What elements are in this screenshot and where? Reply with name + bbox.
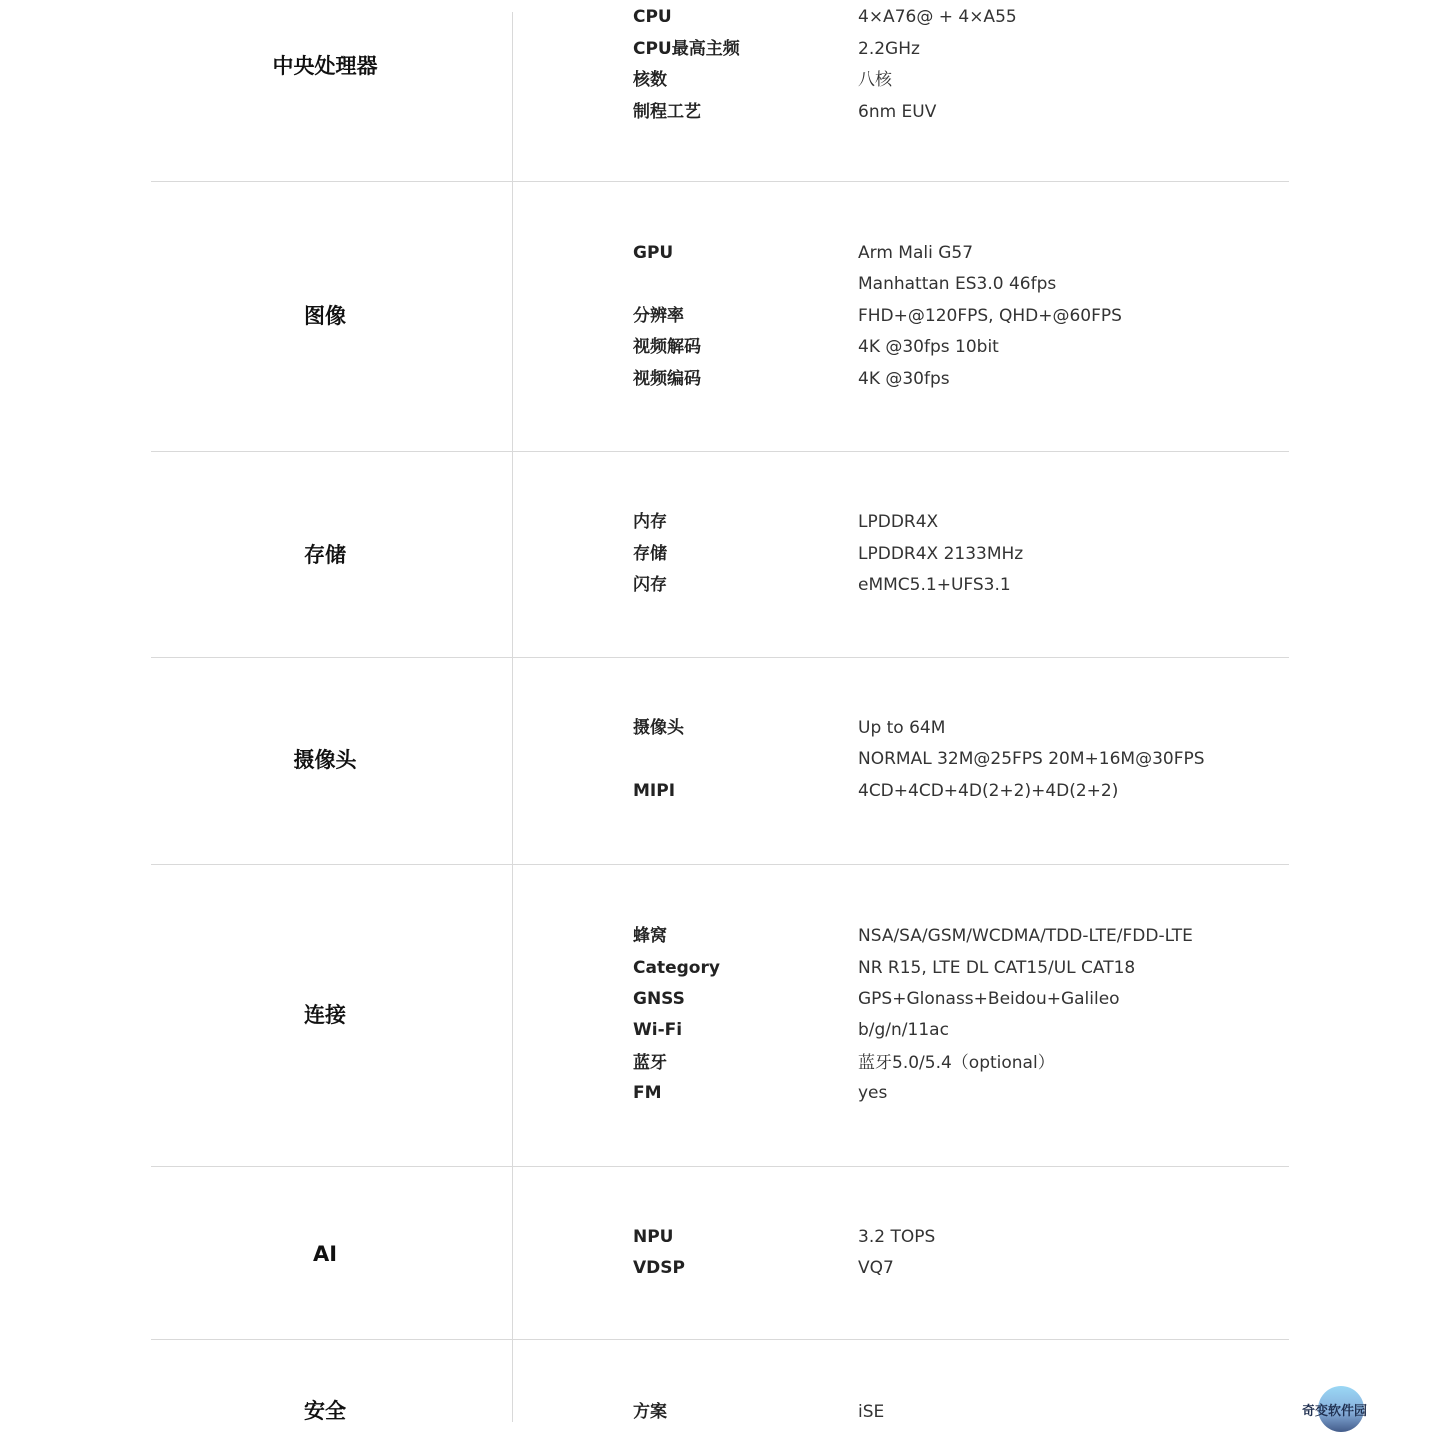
section-camera xyxy=(151,657,1289,864)
spec-key: 内存 xyxy=(633,512,667,532)
spec-value: NSA/SA/GSM/WCDMA/TDD-LTE/FDD-LTE xyxy=(858,926,1193,946)
spec-row xyxy=(633,269,1289,299)
spec-key: 视频解码 xyxy=(633,337,701,357)
category-label: 摄像头 xyxy=(293,748,357,772)
spec-key: NPU xyxy=(633,1227,674,1247)
category-label: 存储 xyxy=(304,543,346,567)
section-storage xyxy=(151,451,1289,657)
category-label: 连接 xyxy=(304,1003,346,1027)
spec-value: 4K @30fps 10bit xyxy=(858,337,999,357)
spec-table xyxy=(151,0,1289,1436)
spec-value: GPS+Glonass+Beidou+Galileo xyxy=(858,989,1120,1009)
spec-value: 4K @30fps xyxy=(858,369,950,389)
spec-row xyxy=(633,332,1289,362)
spec-value: FHD+@120FPS, QHD+@60FPS xyxy=(858,306,1122,326)
spec-row xyxy=(633,570,1289,600)
section-ai xyxy=(151,1166,1289,1339)
spec-key: CPU xyxy=(633,7,672,27)
category-cell xyxy=(151,452,513,657)
spec-value: LPDDR4X xyxy=(858,512,939,532)
spec-key: 蜂窝 xyxy=(633,926,667,946)
spec-value: 4CD+4CD+4D(2+2)+4D(2+2) xyxy=(858,781,1119,801)
spec-value: Manhattan ES3.0 46fps xyxy=(858,274,1057,294)
spec-value: 八核 xyxy=(858,70,892,90)
spec-key: 闪存 xyxy=(633,575,667,595)
spec-value: b/g/n/11ac xyxy=(858,1020,949,1040)
spec-key: 存储 xyxy=(633,544,667,564)
spec-value: VQ7 xyxy=(858,1258,894,1278)
category-label: 安全 xyxy=(304,1399,346,1423)
spec-row xyxy=(633,1078,1289,1108)
spec-key: FM xyxy=(633,1083,662,1103)
spec-row xyxy=(633,1222,1289,1252)
spec-key: VDSP xyxy=(633,1258,685,1278)
spec-row xyxy=(633,364,1289,394)
spec-value: Up to 64M xyxy=(858,718,946,738)
spec-value: LPDDR4X 2133MHz xyxy=(858,544,1024,564)
spec-row xyxy=(633,65,1289,95)
spec-row xyxy=(633,984,1289,1014)
spec-key: MIPI xyxy=(633,781,676,801)
section-connectivity xyxy=(151,864,1289,1166)
spec-row xyxy=(633,1048,1289,1078)
category-label: 图像 xyxy=(304,304,346,328)
spec-row xyxy=(633,776,1289,806)
spec-key: 核数 xyxy=(633,70,667,90)
spec-key: Wi-Fi xyxy=(633,1020,683,1040)
spec-key: GPU xyxy=(633,243,674,263)
category-cell xyxy=(151,12,513,181)
spec-key: GNSS xyxy=(633,989,685,1009)
spec-row xyxy=(633,2,1289,32)
category-label: AI xyxy=(312,1242,338,1266)
spec-row xyxy=(633,97,1289,127)
spec-row xyxy=(633,301,1289,331)
spec-key: 分辨率 xyxy=(633,306,684,326)
watermark-logo xyxy=(1300,1386,1390,1434)
spec-row xyxy=(633,238,1289,268)
section-graphics xyxy=(151,181,1289,451)
spec-row xyxy=(633,713,1289,743)
spec-value: 4×A76@ + 4×A55 xyxy=(858,7,1017,27)
spec-value: yes xyxy=(858,1083,888,1103)
spec-row xyxy=(633,1253,1289,1283)
spec-value: iSE xyxy=(858,1402,885,1422)
spec-value: 3.2 TOPS xyxy=(858,1227,936,1247)
spec-value: 2.2GHz xyxy=(858,39,920,59)
category-label: 中央处理器 xyxy=(272,54,378,78)
spec-row xyxy=(633,953,1289,983)
spec-key: 蓝牙 xyxy=(633,1053,667,1073)
spec-row xyxy=(633,1015,1289,1045)
spec-value: NORMAL 32M@25FPS 20M+16M@30FPS xyxy=(858,749,1205,769)
section-cpu xyxy=(151,0,1289,181)
spec-value: Arm Mali G57 xyxy=(858,243,974,263)
category-cell xyxy=(151,182,513,451)
spec-row xyxy=(633,507,1289,537)
category-cell xyxy=(151,1340,513,1422)
spec-key: 摄像头 xyxy=(633,718,684,738)
category-cell xyxy=(151,1167,513,1339)
spec-row xyxy=(633,539,1289,569)
category-cell xyxy=(151,865,513,1166)
watermark-text: 奇变软件园 xyxy=(1302,1404,1368,1419)
spec-row xyxy=(633,1397,1289,1427)
category-cell xyxy=(151,658,513,864)
spec-value: 蓝牙5.0/5.4（optional） xyxy=(858,1053,1055,1073)
spec-key: 方案 xyxy=(633,1402,667,1422)
spec-value: NR R15, LTE DL CAT15/UL CAT18 xyxy=(858,958,1136,978)
spec-row xyxy=(633,744,1289,774)
spec-key: 制程工艺 xyxy=(633,102,701,122)
spec-key: Category xyxy=(633,958,720,978)
spec-key: 视频编码 xyxy=(633,369,701,389)
spec-row xyxy=(633,34,1289,64)
section-security xyxy=(151,1339,1289,1436)
spec-row xyxy=(633,921,1289,951)
spec-value: eMMC5.1+UFS3.1 xyxy=(858,575,1011,595)
spec-value: 6nm EUV xyxy=(858,102,937,122)
spec-key: CPU最高主频 xyxy=(633,39,740,59)
